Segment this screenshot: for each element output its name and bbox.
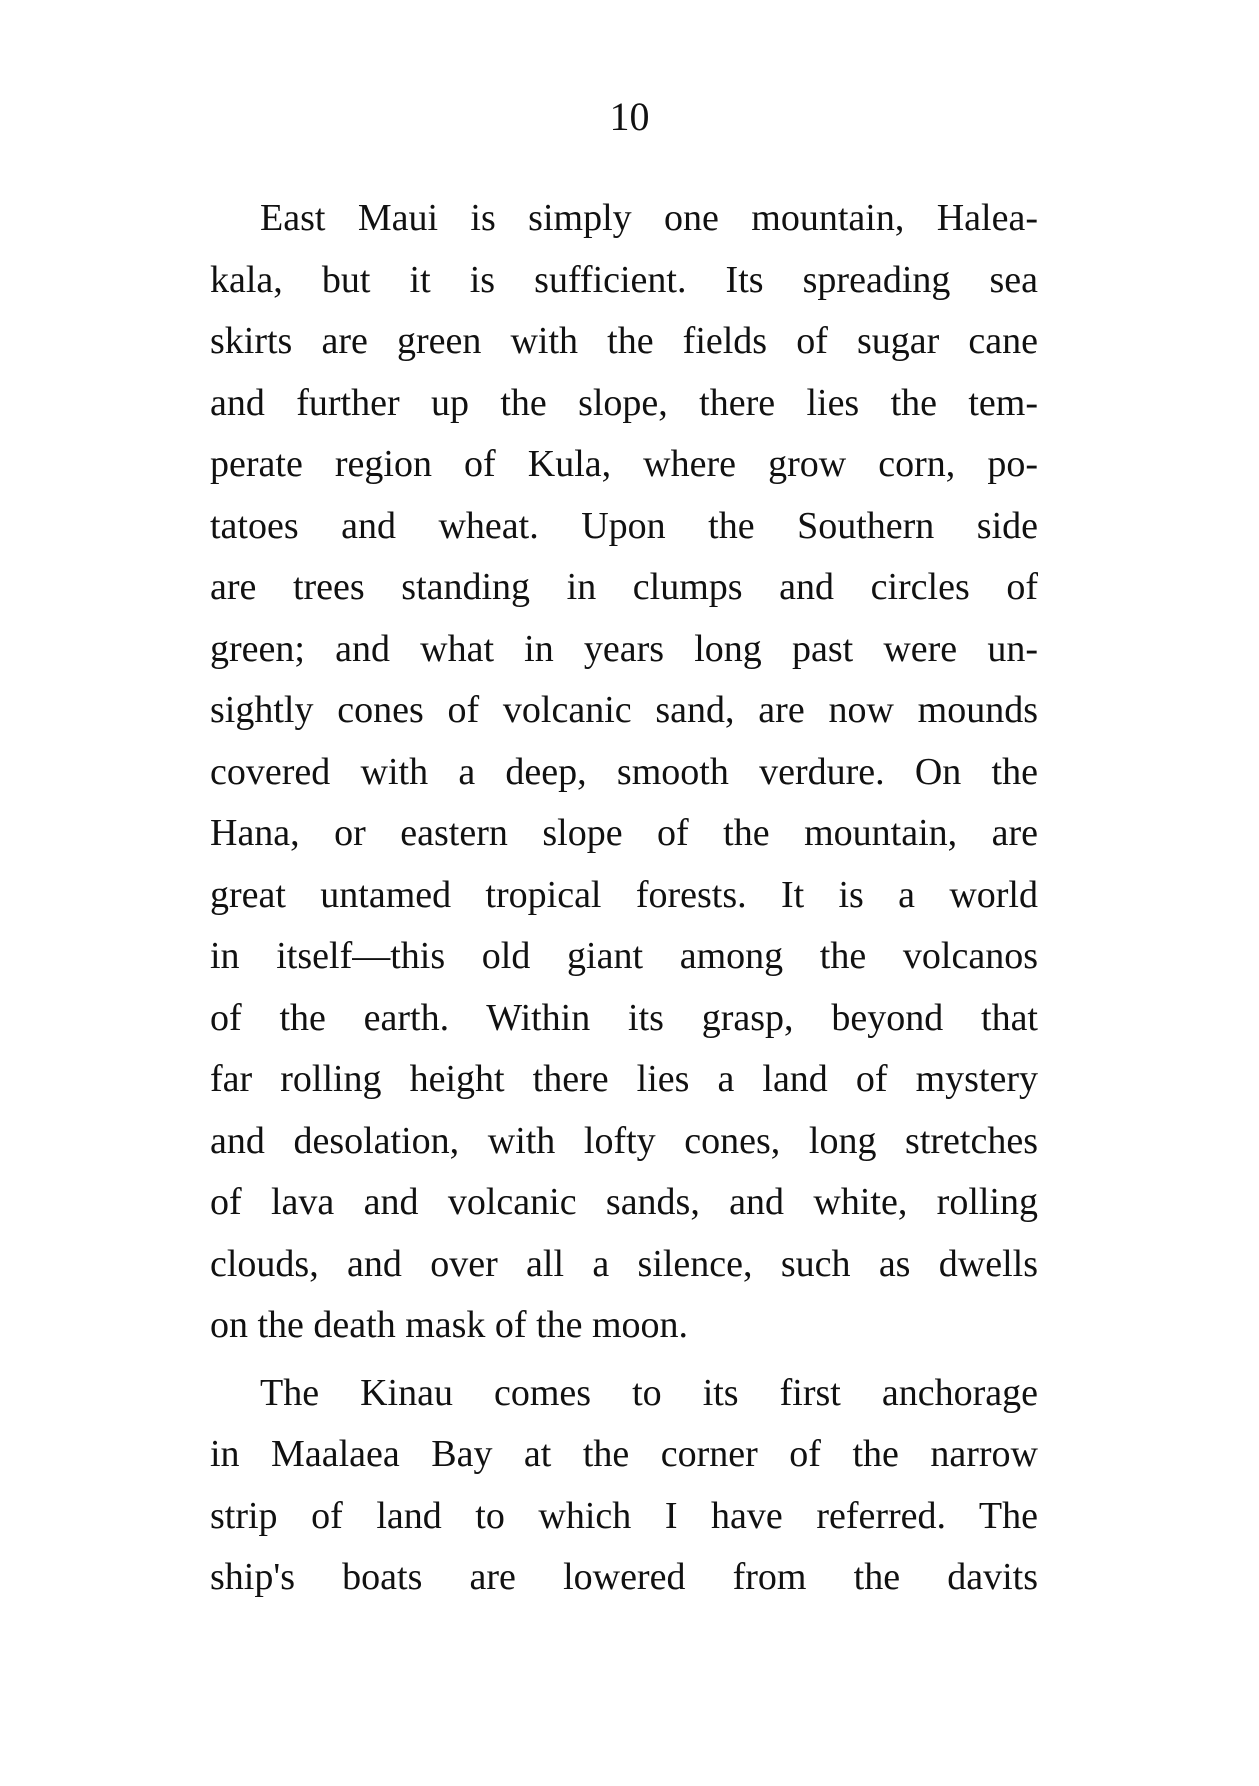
text-line: and desolation, with lofty cones, long stretches xyxy=(210,1119,1038,1162)
text-line: green; and what in years long past were un- xyxy=(210,627,1038,670)
text-line: in itself—this old giant among the volcanos xyxy=(210,935,1038,977)
text-line: sightly cones of volcanic sand, are now mounds xyxy=(210,689,1038,731)
text-line: skirts are green with the fields of sugar cane xyxy=(210,320,1038,362)
text-line: tatoes and wheat. Upon the Southern side xyxy=(210,504,1038,547)
text-line: The Kinau comes to its first anchorage xyxy=(260,1371,1038,1414)
text-line: in Maalaea Bay at the corner of the narrow xyxy=(210,1433,1038,1475)
text-line: and further up the slope, there lies the tem- xyxy=(210,381,1038,424)
text-line: Hana, or eastern slope of the mountain, are xyxy=(210,812,1038,854)
text-line: of the earth. Within its grasp, beyond that xyxy=(210,996,1038,1039)
text-line: strip of land to which I have referred. The xyxy=(210,1494,1038,1537)
text-line: great untamed tropical forests. It is a world xyxy=(210,873,1038,916)
text-line: ship's boats are lowered from the davits xyxy=(210,1556,1038,1598)
body-text xyxy=(210,188,1038,1609)
paragraph-1 xyxy=(210,188,1038,1357)
text-line: clouds, and over all a silence, such as dwells xyxy=(210,1242,1038,1285)
text-line: are trees standing in clumps and circles of xyxy=(210,566,1038,608)
page-number: 10 xyxy=(609,94,650,139)
text-line: kala, but it is sufficient. Its spreading sea xyxy=(210,258,1038,301)
text-line: of lava and volcanic sands, and white, rolling xyxy=(210,1181,1038,1223)
text-line: perate region of Kula, where grow corn, po- xyxy=(210,443,1038,485)
text-line: East Maui is simply one mountain, Halea- xyxy=(260,197,1038,239)
text-line: far rolling height there lies a land of mystery xyxy=(210,1058,1038,1100)
text-line: on the death mask of the moon. xyxy=(210,1304,689,1346)
paragraph-2 xyxy=(210,1363,1038,1609)
text-line: covered with a deep, smooth verdure. On the xyxy=(210,750,1038,793)
